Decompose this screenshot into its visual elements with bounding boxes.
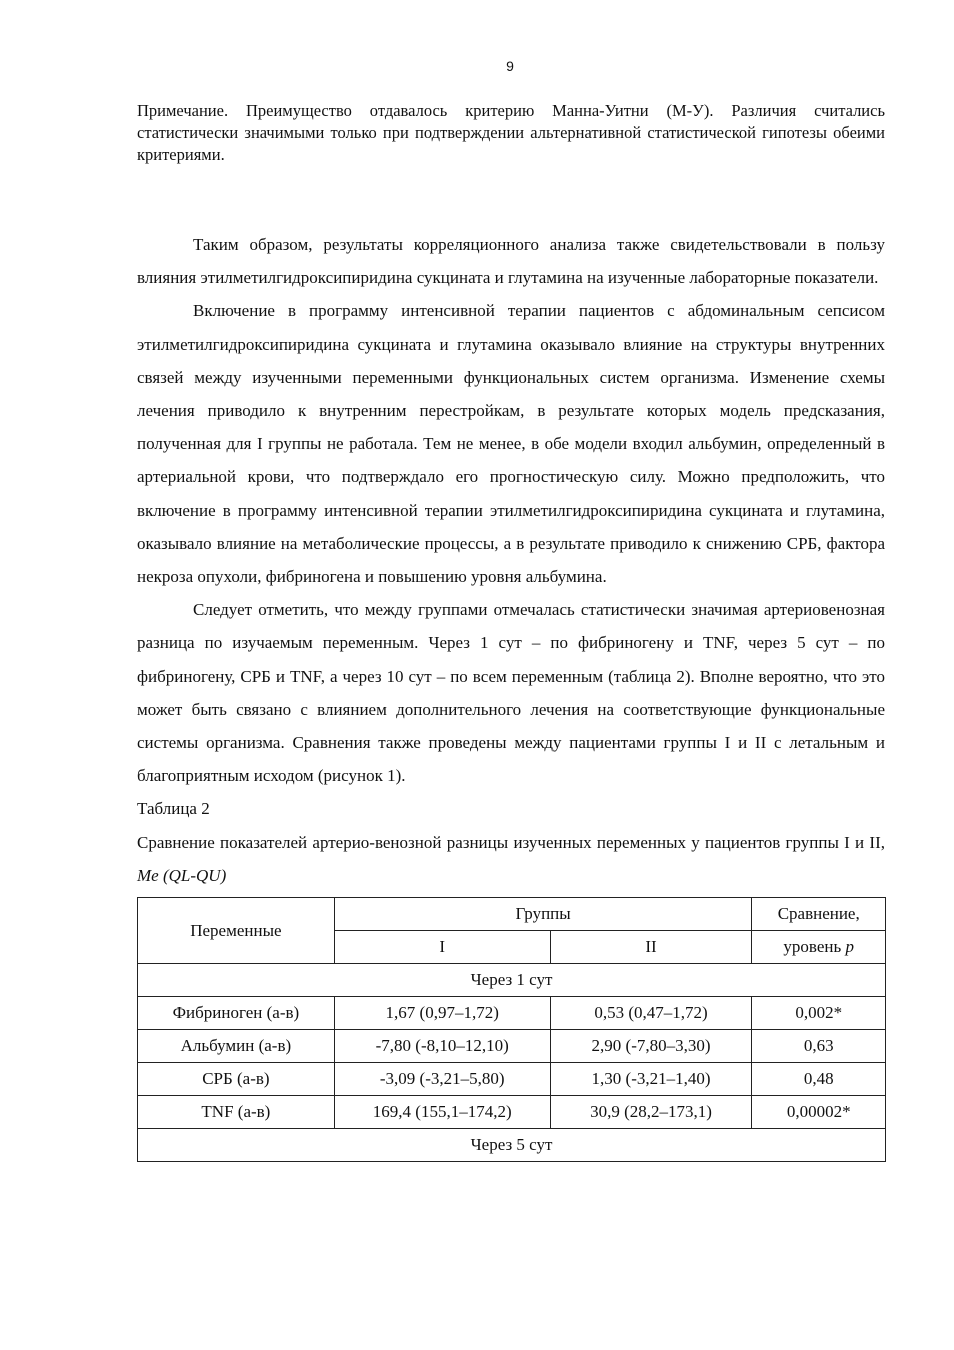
- header-group-2: II: [550, 931, 752, 964]
- cell-p-value: 0,00002*: [752, 1096, 886, 1129]
- section-day-5: Через 5 сут: [138, 1129, 886, 1162]
- cell-group-2: 0,53 (0,47–1,72): [550, 997, 752, 1030]
- cell-group-1: 169,4 (155,1–174,2): [334, 1096, 550, 1129]
- cell-variable: Фибриноген (а-в): [138, 997, 335, 1030]
- table-note: Примечание. Преимущество отдавалось критерию Манна-Уитни (М-У). Различия считались статистически значимыми только при подтверждении альтернативной статистической гипотезы обеими критериями.: [137, 101, 885, 164]
- header-p-level: [752, 931, 886, 964]
- cell-p-value: 0,63: [752, 1030, 886, 1063]
- cell-p-value: 0,48: [752, 1063, 886, 1096]
- table-label: Таблица 2: [137, 799, 210, 819]
- header-groups: Группы: [334, 898, 752, 931]
- cell-group-1: -3,09 (-3,21–5,80): [334, 1063, 550, 1096]
- paragraph-3: Следует отметить, что между группами отмечалась статистически значимая артериовенозная разница по изучаемым переменным. Через 1 сут – по фибриногену и TNF, через 5 сут – по фибриногену, СРБ и TNF, а через 10 сут – по всем переменным (таблица 2). Вполне вероятно, что это может быть связано с влиянием дополнительного лечения на соответствующие функциональные системы организма. Сравнения также проведены между пациентами группы I и II с летальным и благоприятным исходом (рисунок 1).: [137, 600, 885, 786]
- table-caption-text: Сравнение показателей артерио-венозной разницы изученных переменных у пациентов группы I и II,: [137, 832, 885, 852]
- page-content: [137, 100, 885, 1162]
- cell-p-value: 0,002*: [752, 997, 886, 1030]
- table-caption-italic: Me (QL-QU): [137, 865, 227, 885]
- cell-group-2: 2,90 (-7,80–3,30): [550, 1030, 752, 1063]
- cell-variable: Альбумин (а-в): [138, 1030, 335, 1063]
- paragraph-1: Таким образом, результаты корреляционного анализа также свидетельствовали в пользу влияния этилметилгидроксипиридина сукцината и глутамина на изученные лабораторные показатели.: [137, 235, 885, 288]
- header-p-symbol: p: [845, 937, 854, 957]
- header-variables: Переменные: [138, 898, 335, 964]
- cell-group-1: -7,80 (-8,10–12,10): [334, 1030, 550, 1063]
- cell-group-2: 1,30 (-3,21–1,40): [550, 1063, 752, 1096]
- cell-variable: TNF (а-в): [138, 1096, 335, 1129]
- paragraph-2: Включение в программу интенсивной терапии пациентов с абдоминальным сепсисом этилметилгидроксипиридина сукцината и глутамина оказывало влияние на структуры внутренних связей между изученными переменными функциональных систем организма. Изменение схемы лечения приводило к внутренним перестройкам, в результате которых модель предсказания, полученная для I группы не работала. Тем не менее, в обе модели входил альбумин, определенный в артериальной крови, что подтверждало его прогностическую силу. Можно предположить, что включение в программу интенсивной терапии этилметилгидроксипиридина сукцината и глутамина, оказывало влияние на метаболические процессы, а в результате приводило к снижению СРБ, фактора некроза опухоли, фибриногена и повышению уровня альбумина.: [137, 301, 885, 587]
- table-caption: [137, 826, 885, 892]
- header-group-1: I: [334, 931, 550, 964]
- page-number: 9: [506, 58, 514, 74]
- cell-group-1: 1,67 (0,97–1,72): [334, 997, 550, 1030]
- section-day-1: Через 1 сут: [138, 964, 886, 997]
- header-comparison: Сравнение,: [752, 898, 886, 931]
- cell-group-2: 30,9 (28,2–173,1): [550, 1096, 752, 1129]
- table-row: [138, 997, 886, 1030]
- cell-variable: СРБ (а-в): [138, 1063, 335, 1096]
- header-p-level-text: уровень: [783, 937, 846, 957]
- table-row: [138, 1063, 886, 1096]
- data-table: [137, 897, 886, 1162]
- table-row: [138, 1030, 886, 1063]
- table-row: [138, 1096, 886, 1129]
